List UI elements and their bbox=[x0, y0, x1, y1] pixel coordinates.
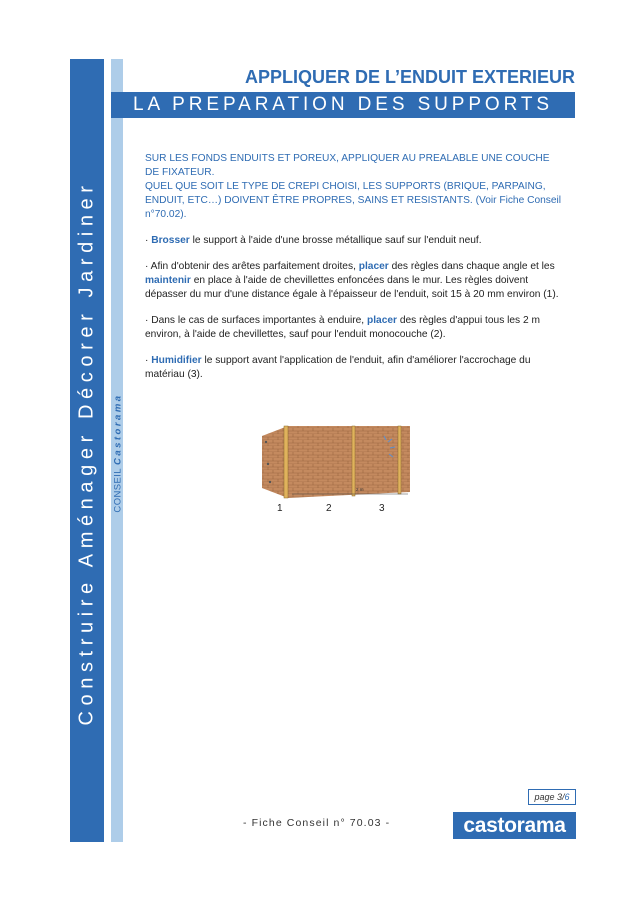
keyword-placer: placer bbox=[366, 315, 397, 326]
page-label: page 3/ bbox=[534, 792, 565, 802]
illustration-label-2: 2 bbox=[326, 503, 332, 514]
bullet: · bbox=[145, 235, 152, 246]
paragraph-regles-angle bbox=[145, 260, 565, 302]
keyword-placer: placer bbox=[358, 261, 389, 272]
intro-line: QUEL QUE SOIT LE TYPE DE CREPI CHOISI, LES SUPPORTS (BRIQUE, PARPAING, ENDUIT, ETC…) DOIVENT ÊTRE PROPRES, SAINS ET RESISTANTS. (Voir Fiche Conseil n°70.02). bbox=[145, 181, 562, 220]
paragraph-text: le support à l'aide d'une brosse métallique sauf sur l'enduit neuf. bbox=[189, 235, 482, 246]
paragraph-text: des règles d'appui tous les 2 m environ, à l'aide de chevillettes, sauf pour l'enduit monocouche (2). bbox=[145, 315, 540, 340]
paragraph-brosser bbox=[145, 234, 565, 248]
paragraph-text: · Dans le cas de surfaces importantes à enduire, bbox=[145, 315, 367, 326]
paragraph-text: des règles dans chaque angle et les bbox=[388, 261, 555, 272]
wall-front-face bbox=[288, 426, 410, 498]
brand-text: Castorama bbox=[112, 393, 124, 466]
intro-line: SUR LES FONDS ENDUITS ET POREUX, APPLIQUER AU PREALABLE UNE COUCHE DE FIXATEUR. bbox=[145, 153, 550, 178]
wall-illustration bbox=[258, 422, 414, 502]
paragraph-text: le support avant l'application de l'enduit, afin d'améliorer l'accrochage du matériau (3). bbox=[145, 355, 531, 380]
sidebar-vertical-title: Construire Aménager Décorer Jardiner bbox=[75, 180, 98, 726]
section-subtitle: LA PREPARATION DES SUPPORTS bbox=[111, 92, 575, 118]
page-title: APPLIQUER DE L’ENDUIT EXTERIEUR bbox=[244, 67, 575, 87]
support-rule bbox=[352, 426, 355, 496]
support-rule bbox=[398, 426, 401, 494]
peg bbox=[265, 441, 267, 443]
keyword-brosser: Brosser bbox=[151, 235, 190, 246]
paragraph-humidifier bbox=[145, 354, 565, 382]
peg bbox=[269, 481, 271, 483]
paragraph-text: · Afin d'obtenir des arêtes parfaitement droites, bbox=[145, 261, 359, 272]
illustration-label-1: 1 bbox=[277, 503, 283, 514]
page-total: 6 bbox=[564, 792, 570, 802]
fiche-reference: - Fiche Conseil n° 70.03 - bbox=[243, 817, 391, 829]
corner-rule bbox=[284, 426, 288, 498]
castorama-logo: castorama bbox=[453, 812, 576, 839]
illustration-label-3: 3 bbox=[379, 503, 385, 514]
page-indicator bbox=[528, 789, 576, 805]
intro-block bbox=[145, 152, 565, 222]
peg bbox=[267, 463, 269, 465]
dimension-label: 2 m bbox=[356, 487, 364, 492]
paragraph-regles-appui bbox=[145, 314, 565, 342]
content-body bbox=[145, 152, 565, 394]
bullet: · bbox=[145, 355, 152, 366]
sidebar-conseil-label bbox=[113, 393, 124, 512]
conseil-text: CONSEIL bbox=[112, 468, 124, 513]
paragraph-text: en place à l'aide de chevillettes enfoncées dans le mur. Les règles doivent dépasser du mur d'une distance égale à l'épaisseur de l'enduit, soit 15 à 20 mm environ (1). bbox=[145, 275, 559, 300]
keyword-humidifier: Humidifier bbox=[151, 355, 202, 366]
keyword-maintenir: maintenir bbox=[145, 275, 191, 286]
